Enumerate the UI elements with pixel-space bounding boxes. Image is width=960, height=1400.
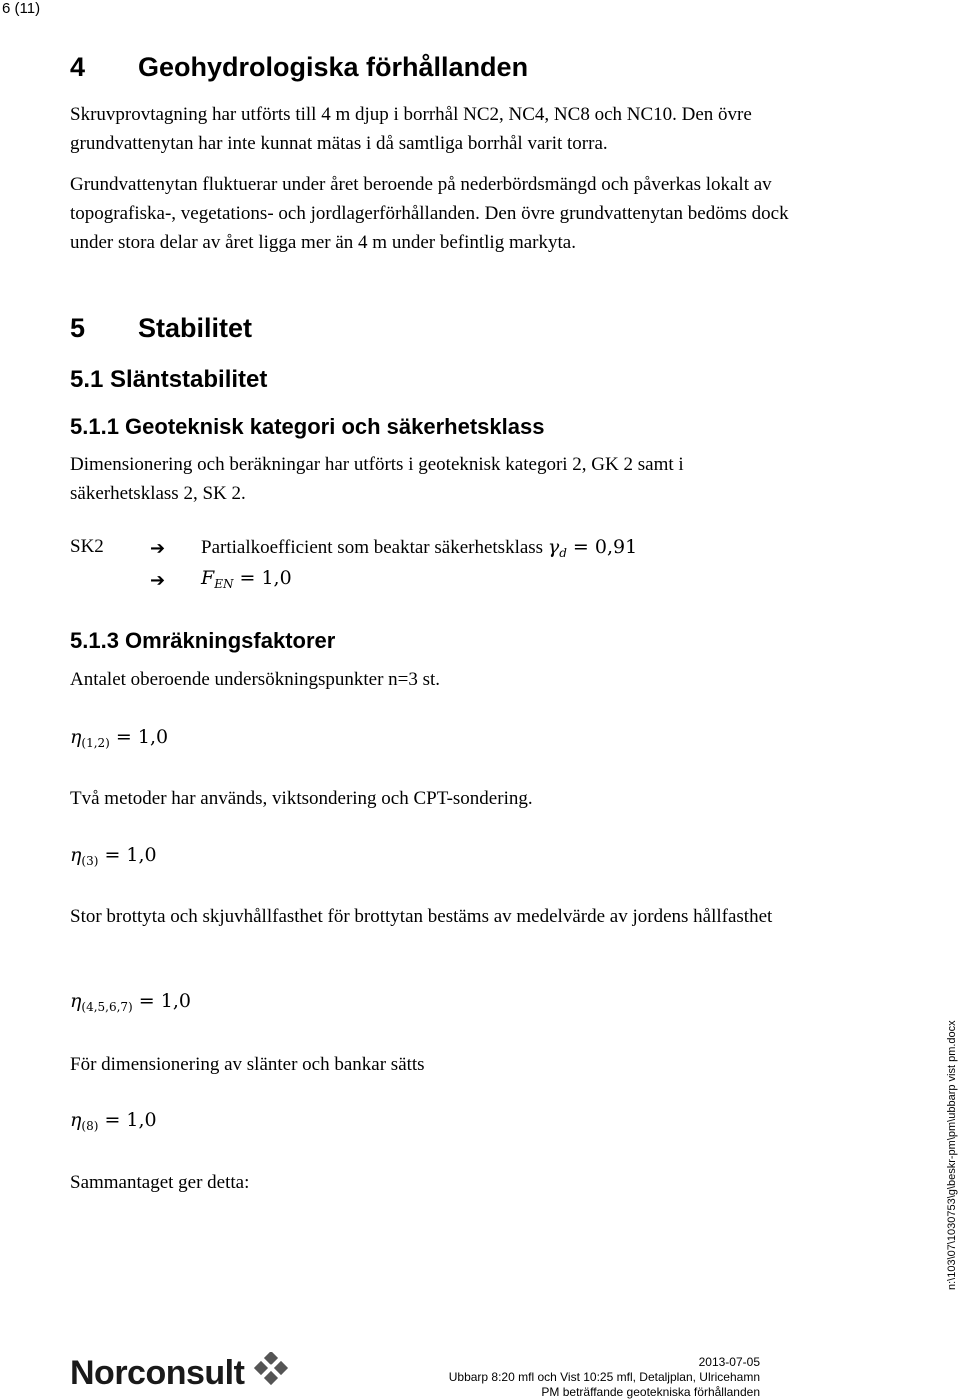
eta-subscript: (1,2) <box>81 736 110 750</box>
eta-symbol: η <box>70 990 82 1012</box>
paragraph-undersokningspunkter: Antalet oberoende undersökningspunkter n=3 st. <box>70 669 441 690</box>
gamma-subscript: d <box>559 546 567 560</box>
fen-symbol: F <box>201 567 215 589</box>
eta-symbol: η <box>70 726 82 748</box>
section-title: Stabilitet <box>138 313 253 343</box>
gamma-formula <box>548 536 637 558</box>
fen-subscript: EN <box>214 577 234 591</box>
gamma-value: = 0,91 <box>572 536 638 558</box>
norconsult-logo <box>70 1352 292 1394</box>
eta-formula-2 <box>70 844 157 868</box>
heading-omrakningsfaktorer: 5.1.3 Omräkningsfaktorer <box>70 628 336 653</box>
paragraph-brottyta: Stor brottyta och skjuvhållfasthet för brottytan bestäms av medelvärde av jordens hållfasthet <box>70 906 773 927</box>
heading-section-5 <box>70 313 252 344</box>
diamond-logo-icon <box>250 1352 292 1394</box>
heading-slantstabilitet: 5.1 Släntstabilitet <box>70 366 268 393</box>
eta-subscript: (8) <box>81 1119 99 1133</box>
paragraph-dimensionering-slanter: För dimensionering av slänter och bankar sätts <box>70 1054 425 1075</box>
eta-value: = 1,0 <box>138 990 191 1012</box>
sk2-label: SK2 <box>70 536 104 557</box>
footer-date: 2013-07-05 <box>698 1355 760 1369</box>
eta-symbol: η <box>70 1109 82 1131</box>
partialkoefficient-text: Partialkoefficient som beaktar säkerhetsklass <box>201 537 544 558</box>
arrow-icon: ➔ <box>150 538 166 559</box>
heading-section-4 <box>70 52 528 83</box>
fen-formula <box>201 567 292 591</box>
section-title: Geohydrologiska förhållanden <box>138 52 529 82</box>
paragraph-groundwater: Grundvattenytan fluktuerar under året beroende på nederbördsmängd och påverkas lokalt av topografiska-, vegetations- och jordlagerförhållanden. Den övre grundvattenytan bedöms dock under stora delar av året ligga mer än 4 m under befintlig markyta. <box>70 174 789 253</box>
section-number: 5 <box>70 313 86 343</box>
eta-formula-1 <box>70 726 168 750</box>
footer-document-title: PM beträffande geotekniska förhållanden <box>541 1385 760 1399</box>
heading-geoteknisk-kategori: 5.1.1 Geoteknisk kategori och säkerhetsklass <box>70 414 545 439</box>
section-number: 4 <box>70 52 86 82</box>
eta-subscript: (4,5,6,7) <box>81 1000 133 1014</box>
sk2-partialkoefficient <box>201 536 637 560</box>
logo-text: Norconsult <box>70 1353 245 1392</box>
paragraph-dimensionering: Dimensionering och beräkningar har utförts i geoteknisk kategori 2, GK 2 samt i säkerhetsklass 2, SK 2. <box>70 454 684 504</box>
paragraph-sammantaget: Sammantaget ger detta: <box>70 1172 250 1193</box>
eta-value: = 1,0 <box>115 726 169 748</box>
paragraph-metoder: Två metoder har används, viktsondering och CPT-sondering. <box>70 788 533 809</box>
eta-value: = 1,0 <box>104 844 157 866</box>
fen-value: = 1,0 <box>239 567 292 589</box>
eta-subscript: (3) <box>81 854 99 868</box>
page-number: 6 (11) <box>2 0 41 17</box>
file-path-label: n:\103\07\1030753\g\beskr-pm\pm\ubbarp vist pm.docx <box>946 1020 958 1290</box>
gamma-symbol: γ <box>547 536 560 558</box>
eta-formula-4 <box>70 1109 157 1133</box>
eta-symbol: η <box>70 844 82 866</box>
eta-formula-3 <box>70 990 191 1014</box>
footer-project: Ubbarp 8:20 mfl och Vist 10:25 mfl, Detaljplan, Ulricehamn <box>448 1370 760 1384</box>
arrow-icon: ➔ <box>150 570 166 591</box>
eta-value: = 1,0 <box>104 1109 157 1131</box>
paragraph-boreholes: Skruvprovtagning har utförts till 4 m djup i borrhål NC2, NC4, NC8 och NC10. Den övre grundvattenytan har inte kunnat mätas i då samtliga borrhål varit torra. <box>70 104 752 154</box>
